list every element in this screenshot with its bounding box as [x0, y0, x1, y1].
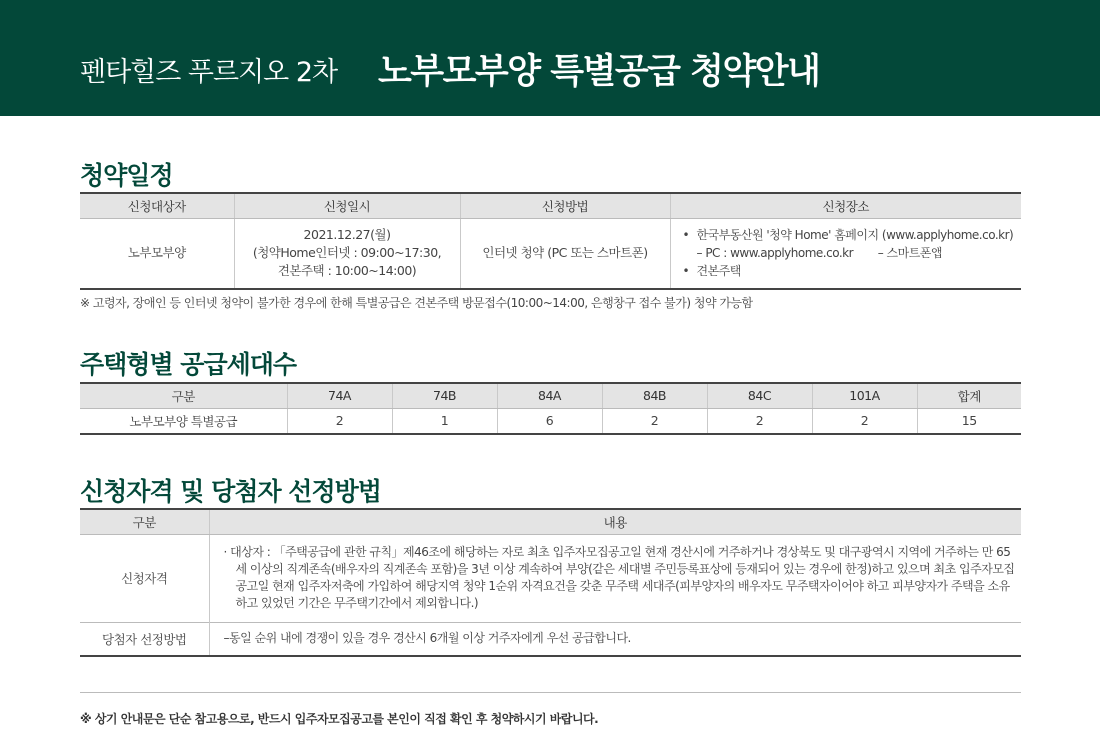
table-cell: 1 — [392, 408, 497, 434]
row-label: 신청자격 — [121, 571, 168, 586]
column-header: 내용 — [209, 509, 1021, 534]
target-cell: 노부모부양 — [127, 245, 186, 261]
supply-section-title: 주택형별 공급세대수 — [80, 350, 297, 379]
supply-table — [80, 382, 1021, 435]
bullet-icon: • — [682, 264, 690, 279]
table-row — [80, 408, 1021, 434]
table-cell: 노부모부양 특별공급 — [129, 413, 238, 429]
bullet-icon: • — [682, 228, 690, 243]
table-header-row — [80, 383, 1021, 408]
column-header: 구분 — [80, 383, 287, 408]
schedule-note: ※ 고령자, 장애인 등 인터넷 청약이 불가한 경우에 한해 특별공급은 견본주택 방문접수(10:00~14:00, 은행창구 접수 불가) 청약 가능함 — [80, 296, 753, 310]
column-header: 합계 — [917, 383, 1021, 408]
column-header: 74A — [287, 383, 392, 408]
eligibility-text: · 대상자 : 「주택공급에 관한 규칙」제46조에 해당하는 자로 최초 입주자모집공고일 현재 경산시에 거주하거나 경상북도 및 대구광역시 지역에 거주하는 만 65세 이상의 직계존속(배우자의 직계존속 포함)을 3년 이상 계속하여 부양(같은 세대별 주민등록표상에 등재되어 있는 경우에 한정)하고 있으며 최초 입주자모집공고일 현재 입주자저축에 가입하여 해당지역 청약 1순위 자격요건을 갖춘 무주택 세대주(피부양자의 배우자도 무주택자이어야 하고 피부양자가 주택을 소유하고 있었던 기간은 무주택기간에서 제외합니다.) — [223, 545, 1015, 610]
date-line: 견본주택 : 10:00~14:00) — [277, 263, 417, 279]
table-cell: 2 — [287, 408, 392, 434]
date-line: (청약Home인터넷 : 09:00~17:30, — [252, 245, 442, 261]
method-cell: 인터넷 청약 (PC 또는 스마트폰) — [460, 218, 670, 289]
column-header: 신청일시 — [234, 193, 460, 218]
column-header: 구분 — [80, 509, 209, 534]
footer-note: ※ 상기 안내문은 단순 참고용으로, 반드시 입주자모집공고를 본인이 직접 확인 후 청약하시기 바랍니다. — [80, 712, 599, 726]
column-header: 84B — [602, 383, 707, 408]
column-header: 신청장소 — [670, 193, 1021, 218]
place-line: 견본주택 — [696, 264, 741, 279]
column-header: 84A — [497, 383, 602, 408]
divider — [80, 692, 1021, 693]
place-line: 한국부동산원 '청약 Home' 홈페이지 (www.applyhome.co.kr) — [696, 228, 1014, 243]
column-header: 신청방법 — [460, 193, 670, 218]
complex-name: 펜타힐즈 푸르지오 2차 — [80, 57, 338, 88]
column-header: 101A — [812, 383, 917, 408]
table-header-row — [80, 193, 1021, 218]
table-cell: 2 — [812, 408, 917, 434]
table-header-row — [80, 509, 1021, 534]
column-header: 74B — [392, 383, 497, 408]
table-cell: 6 — [497, 408, 602, 434]
eligibility-table — [80, 508, 1021, 657]
schedule-table — [80, 192, 1021, 290]
place-line: – PC : www.applyhome.co.kr — [696, 246, 854, 261]
column-header: 84C — [707, 383, 812, 408]
place-line: – 스마트폰앱 — [877, 246, 942, 261]
row-label: 당첨자 선정방법 — [80, 622, 209, 656]
row-content — [209, 534, 1021, 622]
row-content: –동일 순위 내에 경쟁이 있을 경우 경산시 6개월 이상 거주자에게 우선 공급합니다. — [209, 622, 1021, 656]
table-row — [80, 534, 1021, 622]
table-cell: 15 — [917, 408, 1021, 434]
header-banner — [0, 0, 1100, 116]
date-cell — [234, 218, 460, 289]
table-cell: 2 — [707, 408, 812, 434]
table-row — [80, 218, 1021, 289]
eligibility-section-title: 신청자격 및 당첨자 선정방법 — [80, 477, 381, 506]
column-header: 신청대상자 — [80, 193, 234, 218]
schedule-section-title: 청약일정 — [80, 161, 173, 190]
page-title: 노부모부양 특별공급 청약안내 — [378, 52, 820, 92]
place-cell — [670, 218, 1021, 289]
date-line: 2021.12.27(월) — [303, 227, 391, 243]
table-row — [80, 622, 1021, 656]
table-cell: 2 — [602, 408, 707, 434]
